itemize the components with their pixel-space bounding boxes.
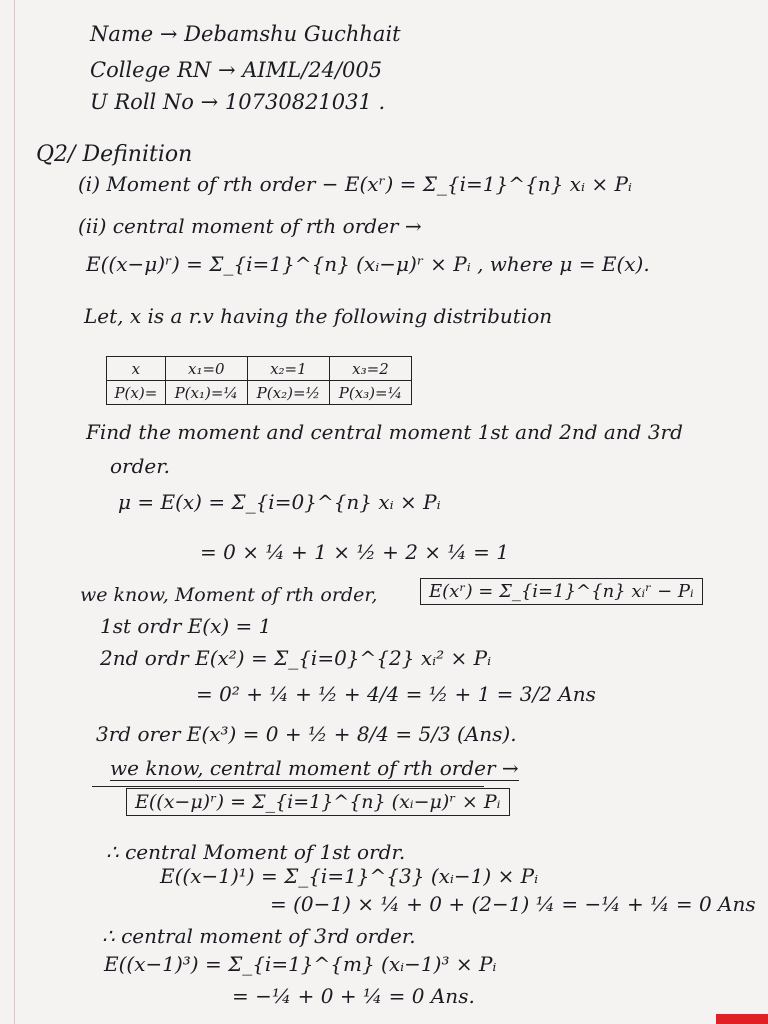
central-first-order-heading: ∴ central Moment of 1st ordr. <box>106 840 406 864</box>
student-name: Name → Debamshu Guchhait <box>90 22 401 46</box>
university-roll-number: U Roll No → 10730821031 . <box>90 90 386 114</box>
moment-formula-box: E(xʳ) = Σ_{i=1}^{n} xᵢʳ − Pᵢ <box>420 578 703 605</box>
table-row <box>107 381 412 405</box>
page-corner-stripe <box>716 1014 768 1024</box>
second-order-calculation: = 0² + ¼ + ½ + 4/4 = ½ + 1 = 3/2 Ans <box>196 682 596 706</box>
task-statement: Find the moment and central moment 1st and 2nd and 3rd <box>86 420 683 444</box>
central-moment-formula: E((x−μ)ʳ) = Σ_{i=1}^{n} (xᵢ−μ)ʳ × Pᵢ , where μ = E(x). <box>86 252 650 276</box>
third-order-moment: 3rd orer E(x³) = 0 + ½ + 8/4 = 5/3 (Ans). <box>96 722 517 746</box>
page-margin-line <box>14 0 15 1024</box>
college-roll-number: College RN → AIML/24/005 <box>90 58 383 82</box>
mean-calculation: = 0 × ¼ + 1 × ½ + 2 × ¼ = 1 <box>200 540 510 564</box>
distribution-table <box>106 356 412 405</box>
table-row <box>107 357 412 381</box>
central-moment-known-text: we know, central moment of rth order → <box>110 756 519 780</box>
table-cell: P(x₁)=¼ <box>165 381 247 405</box>
table-cell: x <box>107 357 166 381</box>
central-first-order-formula: E((x−1)¹) = Σ_{i=1}^{3} (xᵢ−1) × Pᵢ <box>160 864 539 888</box>
central-moment-formula-box: E((x−μ)ʳ) = Σ_{i=1}^{n} (xᵢ−μ)ʳ × Pᵢ <box>126 788 510 816</box>
definition-central-moment: (ii) central moment of rth order → <box>78 214 422 238</box>
table-cell: x₁=0 <box>165 357 247 381</box>
table-cell: x₂=1 <box>247 357 329 381</box>
central-third-order-formula: E((x−1)³) = Σ_{i=1}^{m} (xᵢ−1)³ × Pᵢ <box>104 952 497 976</box>
table-cell: P(x)= <box>107 381 166 405</box>
question-heading: Q2/ Definition <box>36 142 193 167</box>
central-third-order-heading: ∴ central moment of 3rd order. <box>102 924 416 948</box>
central-third-order-calculation: = −¼ + 0 + ¼ = 0 Ans. <box>232 984 475 1008</box>
definition-moment: (i) Moment of rth order − E(xʳ) = Σ_{i=1}^{n} xᵢ × Pᵢ <box>78 172 632 196</box>
first-order-moment: 1st ordr E(x) = 1 <box>100 614 272 638</box>
divider-line <box>92 786 484 787</box>
distribution-intro: Let, x is a r.v having the following distribution <box>84 304 553 328</box>
table-cell: P(x₃)=¼ <box>329 381 411 405</box>
second-order-moment: 2nd ordr E(x²) = Σ_{i=0}^{2} xᵢ² × Pᵢ <box>100 646 492 670</box>
table-cell: x₃=2 <box>329 357 411 381</box>
moment-known-text: we know, Moment of rth order, <box>80 584 378 606</box>
task-statement-cont: order. <box>110 454 170 478</box>
central-first-order-calculation: = (0−1) × ¼ + 0 + (2−1) ¼ = −¼ + ¼ = 0 Ans <box>270 892 756 916</box>
mean-definition: μ = E(x) = Σ_{i=0}^{n} xᵢ × Pᵢ <box>118 490 441 514</box>
table-cell: P(x₂)=½ <box>247 381 329 405</box>
